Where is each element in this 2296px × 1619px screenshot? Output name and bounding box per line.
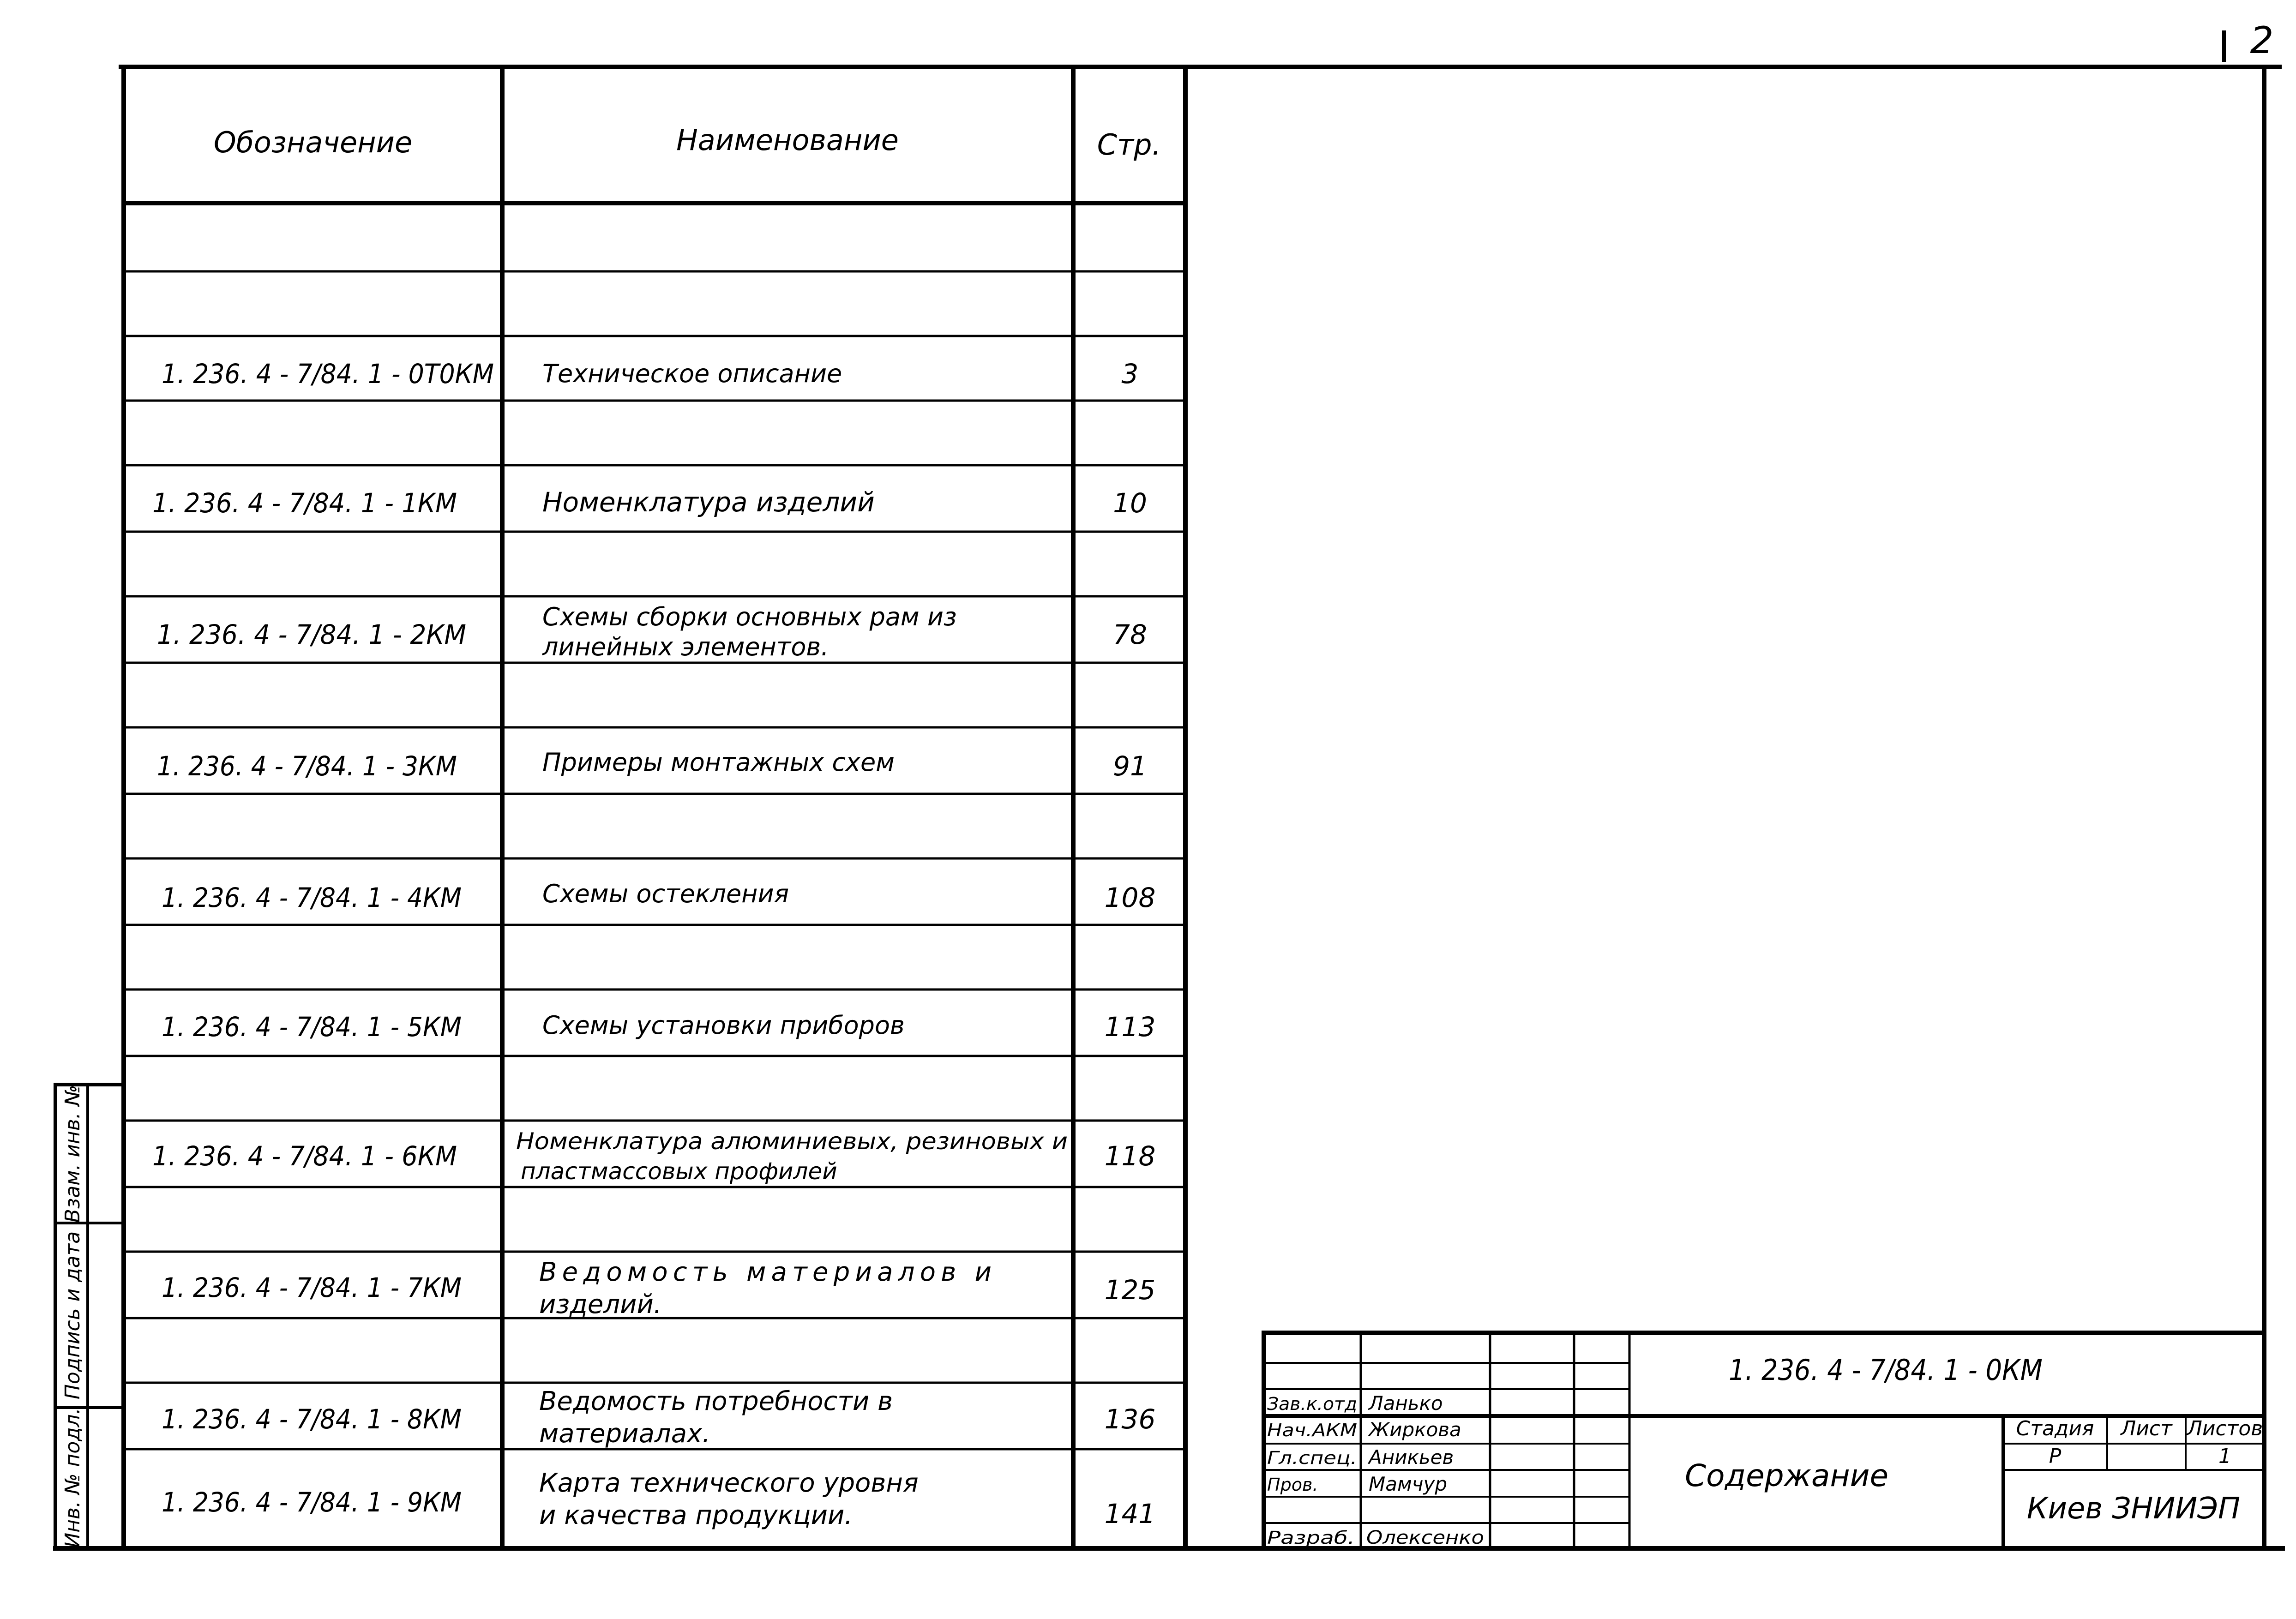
entry-name: Номенклатура изделий: [542, 486, 875, 518]
stamp-original-inventory: Инв. № подл.: [61, 1408, 84, 1548]
entry-name: Карта технического уровня: [539, 1468, 919, 1498]
signature-name: Олексенко: [1366, 1527, 1484, 1548]
entry-page: 78: [1113, 619, 1147, 650]
stage-value: Р: [2049, 1445, 2062, 1468]
sheets-value: 1: [2218, 1445, 2231, 1468]
entry-name: Схемы сборки основных рам из: [542, 602, 957, 631]
signature-role: Гл.спец.: [1267, 1448, 1357, 1468]
entry-page: 118: [1104, 1140, 1156, 1172]
entry-designation: 1. 236. 4 - 7/84. 1 - 5КМ: [162, 1011, 462, 1043]
document-code: 1. 236. 4 - 7/84. 1 - 0КМ: [1729, 1353, 2043, 1387]
entry-name: изделий.: [539, 1289, 662, 1319]
stamp-signature-date: Подпись и дата: [61, 1231, 84, 1400]
entry-name: линейных элементов.: [542, 632, 829, 661]
entry-page: 136: [1104, 1403, 1156, 1435]
header-designation: Обозначение: [213, 126, 413, 159]
entry-name: Схемы остекления: [542, 879, 789, 908]
sheet-header: Лист: [2121, 1417, 2172, 1440]
entry-name: и качества продукции.: [539, 1500, 853, 1530]
entry-name: Примеры монтажных схем: [542, 748, 895, 777]
entry-name: Схемы установки приборов: [542, 1011, 905, 1040]
entry-designation: 1. 236. 4 - 7/84. 1 - 3КМ: [157, 750, 457, 782]
organization-name: Киев ЗНИИЭП: [2026, 1492, 2241, 1526]
signature-name: Аникьев: [1369, 1446, 1454, 1469]
entry-designation: 1. 236. 4 - 7/84. 1 - 2КМ: [157, 619, 466, 650]
entry-designation: 1. 236. 4 - 7/84. 1 - 7КМ: [162, 1272, 462, 1303]
entry-name: Номенклатура алюминиевых, резиновых и: [516, 1128, 1068, 1155]
document-title: Содержание: [1685, 1458, 1889, 1493]
sheet-number: 2: [2250, 19, 2274, 62]
entry-page: 108: [1104, 882, 1156, 913]
signature-role: Зав.к.отд: [1267, 1394, 1357, 1414]
header-name: Наименование: [676, 123, 899, 157]
entry-name: Ведомость потребности в: [539, 1386, 893, 1416]
entry-name: пластмассовых профилей: [521, 1158, 837, 1185]
signature-role: Разраб.: [1267, 1528, 1355, 1548]
signature-name: Ланько: [1369, 1392, 1443, 1415]
frame-lines: [55, 32, 2283, 1548]
signature-name: Жиркова: [1369, 1418, 1461, 1441]
entry-name: Ведомость материалов и: [539, 1257, 992, 1287]
entry-designation: 1. 236. 4 - 7/84. 1 - 9КМ: [162, 1487, 462, 1518]
entry-name: материалах.: [539, 1419, 710, 1449]
entry-page: 10: [1113, 487, 1147, 519]
entry-page: 91: [1113, 750, 1147, 782]
signature-role: Пров.: [1267, 1475, 1318, 1495]
entry-designation: 1. 236. 4 - 7/84. 1 - 8КМ: [162, 1403, 462, 1435]
entry-designation: 1. 236. 4 - 7/84. 1 - 6КМ: [152, 1140, 457, 1172]
entry-page: 113: [1104, 1011, 1156, 1043]
entry-designation: 1. 236. 4 - 7/84. 1 - 4КМ: [162, 882, 462, 913]
signature-role: Нач.АКМ: [1267, 1420, 1357, 1440]
entry-page: 3: [1121, 358, 1139, 390]
header-page: Стр.: [1097, 128, 1161, 162]
sheets-header: Листов: [2187, 1417, 2263, 1440]
entry-designation: 1. 236. 4 - 7/84. 1 - 0Т0КМ: [162, 358, 494, 390]
entry-page: 125: [1104, 1274, 1156, 1306]
entry-designation: 1. 236. 4 - 7/84. 1 - 1КМ: [152, 487, 457, 519]
entry-name: Техническое описание: [542, 359, 842, 388]
entry-page: 141: [1104, 1498, 1156, 1529]
stamp-replacement-inventory: Взам. инв. №: [61, 1085, 84, 1223]
signature-name: Мамчур: [1369, 1473, 1447, 1495]
stage-header: Стадия: [2016, 1417, 2094, 1440]
